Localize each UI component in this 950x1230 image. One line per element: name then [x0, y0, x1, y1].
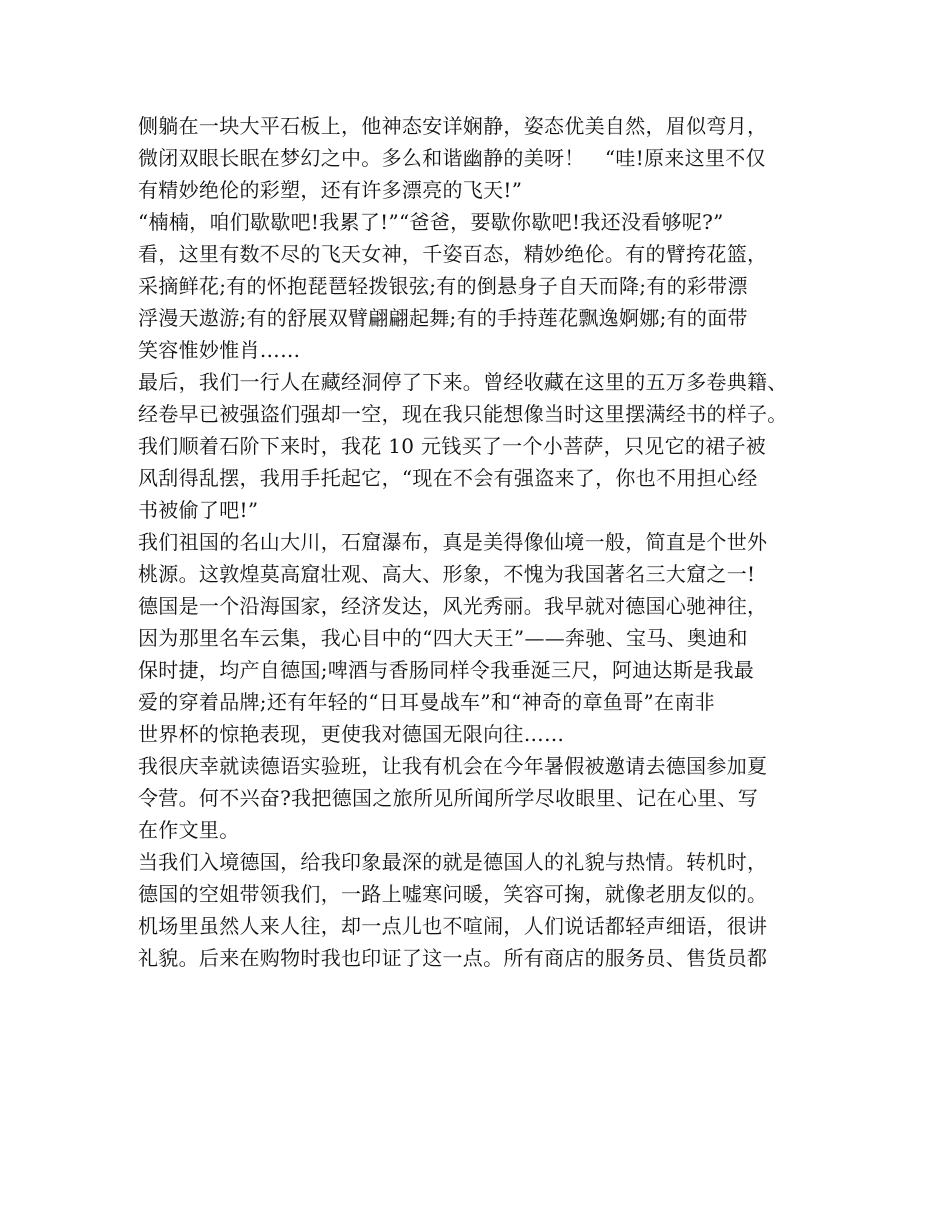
text-line: 我们顺着石阶下来时，我花 10 元钱买了一个小菩萨，只见它的裙子被: [138, 434, 767, 458]
text-line: “楠楠，咱们歇歇吧!我累了!”“爸爸，要歇你歇吧!我还没看够呢?”: [138, 210, 724, 234]
text-line: 经卷早已被强盗们强却一空，现在我只能想像当时这里摆满经书的样子。: [138, 402, 788, 426]
text-line: 德国的空姐带领我们，一路上嘘寒问暖，笑容可掬，就像老朋友似的。: [138, 882, 768, 906]
text-line: 我们祖国的名山大川，石窟瀑布，真是美得像仙境一般，简直是个世外: [138, 530, 768, 554]
text-line: 看，这里有数不尽的飞天女神，千姿百态，精妙绝伦。有的臂挎花篮，: [138, 242, 768, 266]
text-line: 当我们入境德国，给我印象最深的就是德国人的礼貌与热情。转机时，: [138, 850, 768, 874]
text-line: 浮漫天遨游;有的舒展双臂翩翩起舞;有的手持莲花飘逸婀娜;有的面带: [138, 306, 748, 330]
text-line: 机场里虽然人来人往，却一点儿也不喧闹，人们说话都轻声细语，很讲: [138, 914, 768, 938]
text-line: 因为那里名车云集，我心目中的“四大天王”——奔驰、宝马、奥迪和: [138, 626, 748, 650]
text-line: 礼貌。后来在购物时我也印证了这一点。所有商店的服务员、售货员都: [138, 946, 768, 970]
text-line: 桃源。这敦煌莫高窟壮观、高大、形象，不愧为我国著名三大窟之一!: [138, 562, 756, 586]
text-line: 侧躺在一块大平石板上，他神态安详娴静，姿态优美自然，眉似弯月，: [138, 114, 768, 138]
text-line: 最后，我们一行人在藏经洞停了下来。曾经收藏在这里的五万多卷典籍、: [138, 370, 788, 394]
text-line: 微闭双眼长眠在梦幻之中。多么和谐幽静的美呀！ “哇!原来这里不仅: [138, 146, 766, 170]
text-line: 保时捷，均产自德国;啤酒与香肠同样令我垂涎三尺，阿迪达斯是我最: [138, 658, 755, 682]
text-line: 爱的穿着品牌;还有年轻的“日耳曼战车”和“神奇的章鱼哥”在南非: [138, 690, 715, 714]
text-line: 风刮得乱摆，我用手托起它，“现在不会有强盗来了，你也不用担心经: [138, 466, 758, 490]
text-line: 令营。何不兴奋?我把德国之旅所见所闻所学尽收眼里、记在心里、写: [138, 786, 759, 810]
text-line: 书被偷了吧!”: [138, 498, 259, 522]
document-body-text: [138, 110, 828, 974]
text-line: 德国是一个沿海国家，经济发达，风光秀丽。我早就对德国心驰神往，: [138, 594, 768, 618]
text-line: 世界杯的惊艳表现，更使我对德国无限向往……: [138, 722, 565, 746]
text-line: 有精妙绝伦的彩塑，还有许多漂亮的飞天!”: [138, 178, 523, 202]
text-line: 在作文里。: [138, 818, 240, 842]
text-line: 我很庆幸就读德语实验班，让我有机会在今年暑假被邀请去德国参加夏: [138, 754, 768, 778]
text-line: 采摘鲜花;有的怀抱琵琶轻拨银弦;有的倒悬身子自天而降;有的彩带漂: [138, 274, 748, 298]
text-line: 笑容惟妙惟肖……: [138, 338, 301, 362]
